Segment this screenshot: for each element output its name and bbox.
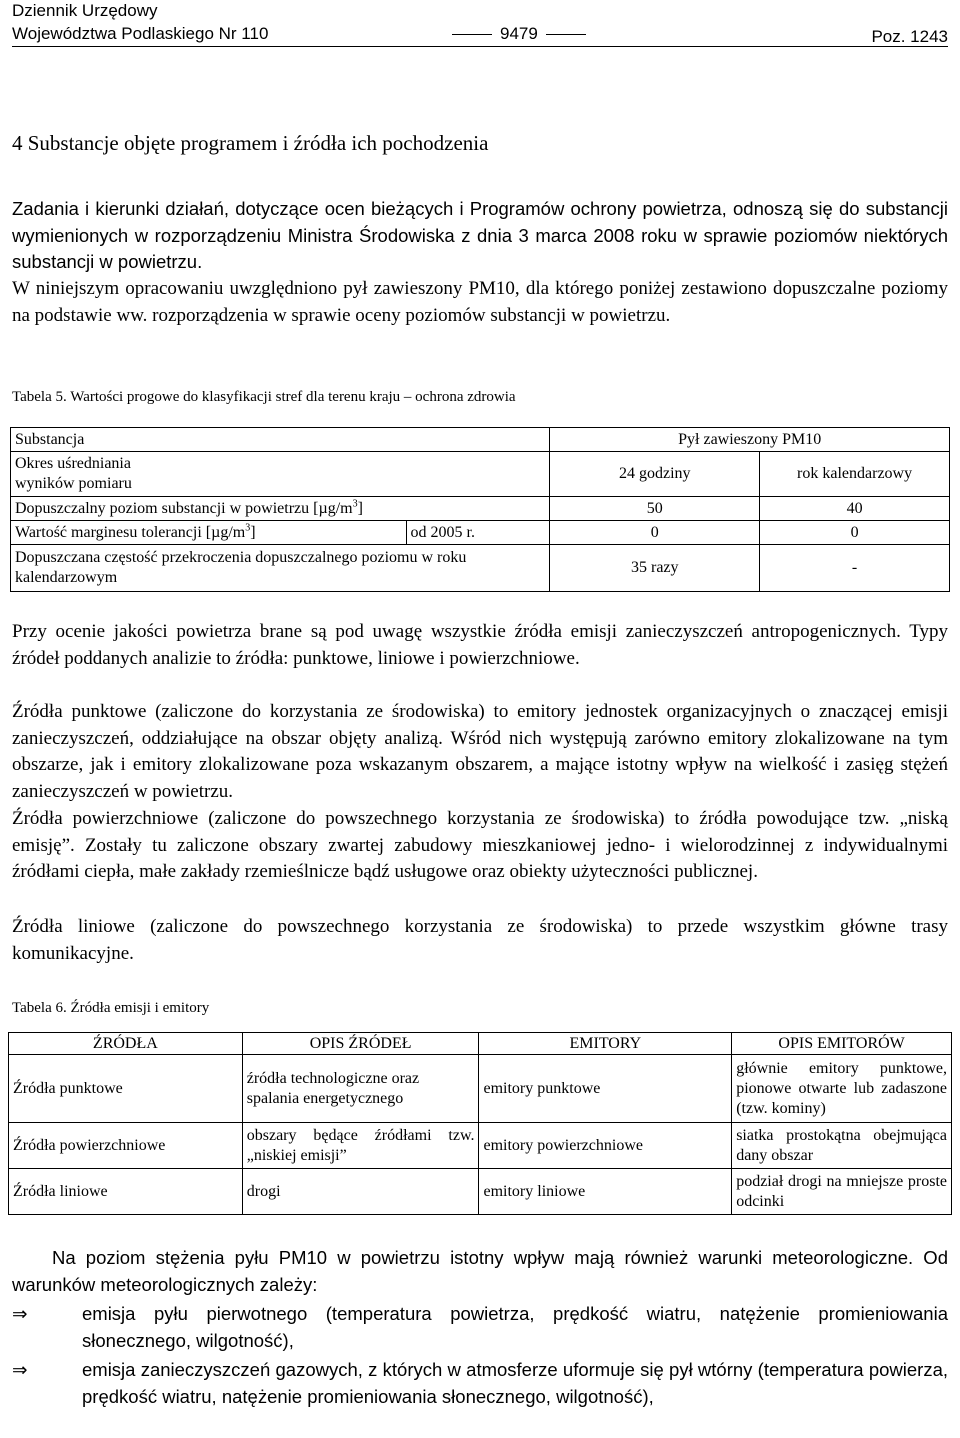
- table-sources: [8, 1032, 952, 1215]
- table6-cell: źródła technologiczne oraz spalania energetycznego: [242, 1055, 479, 1123]
- table5-margin-label: Wartość marginesu tolerancji $[\mu g/m^3]$: [11, 521, 407, 545]
- journal-subtitle: Województwa Podlaskiego Nr 110: [12, 24, 269, 43]
- table6-header: EMITORY: [479, 1033, 732, 1055]
- table6-header: ŹRÓDŁA: [9, 1033, 243, 1055]
- header-rule: [12, 46, 948, 47]
- table5-margin-from: od 2005 r.: [406, 521, 550, 545]
- table-limits: [10, 427, 950, 592]
- table5-caption: Tabela 5. Wartości progowe do klasyfikacji stref dla terenu kraju – ochrona zdrowia: [12, 389, 516, 405]
- page-number: 9479: [444, 24, 594, 44]
- paragraph-intro: Zadania i kierunki działań, dotyczące ocen bieżących i Programów ochrony powietrza, odnoszą się do substancji wymienionych w rozporządzeniu Ministra Środowiska z dnia 3 marca 2008 roku w sprawie poziomów niektórych substancji w powietrzu.: [12, 198, 948, 272]
- table5-limit-year: 40: [760, 497, 950, 521]
- arrow-icon: ⇒: [12, 1359, 28, 1380]
- list-item: [12, 1356, 948, 1410]
- table6-cell: podział drogi na mniejsze proste odcinki: [732, 1169, 952, 1215]
- table-row: [9, 1169, 952, 1215]
- table5-exceed-label: Dopuszczana częstość przekroczenia dopuszczalnego poziomu w roku kalendarzowym: [11, 545, 550, 592]
- table6-cell: emitory powierzchniowe: [479, 1123, 732, 1169]
- journal-title: Dziennik Urzędowy: [12, 1, 158, 20]
- table5-period-label: Okres uśredniania wyników pomiaru: [11, 452, 550, 497]
- paragraph-area-sources: Źródła powierzchniowe (zaliczone do powszechnego korzystania ze środowiska) to źródła powodujące tzw. „niską emisję”. Zostały tu zaliczone obszary zwartej zabudowy mieszkaniowej jedno- i wielorodzinnej z indywidualnymi źródłami ciepła, małe zakłady rzemieślnicze bądź usługowe oraz obiekty użyteczności publicznej.: [12, 808, 948, 882]
- table6-cell: obszary będące źródłami tzw. „niskiej emisji”: [242, 1123, 479, 1169]
- table6-cell: emitory punktowe: [479, 1055, 732, 1123]
- arrow-icon: ⇒: [12, 1303, 28, 1324]
- table6-header: OPIS ŹRÓDEŁ: [242, 1033, 479, 1055]
- page-header: [12, 0, 948, 48]
- paragraph-meteo: Na poziom stężenia pyłu PM10 w powietrzu istotny wpływ mają również warunki meteorologiczne. Od warunków meteorologicznych zależy:: [12, 1247, 948, 1295]
- paragraph-pm10: W niniejszym opracowaniu uwzględniono pył zawieszony PM10, dla którego poniżej zestawiono dopuszczalne poziomy na podstawie ww. rozporządzenia w sprawie oceny poziomów substancji w powietrzu.: [12, 278, 948, 326]
- table6-cell: siatka prostokątna obejmująca dany obszar: [732, 1123, 952, 1169]
- table5-margin-year: 0: [760, 521, 950, 545]
- table-row: [9, 1055, 952, 1123]
- position-number: Poz. 1243: [871, 27, 948, 46]
- table6-cell: Źródła powierzchniowe: [9, 1123, 243, 1169]
- table6-cell: emitory liniowe: [479, 1169, 732, 1215]
- list-item: [12, 1300, 948, 1354]
- list-item-text: emisja zanieczyszczeń gazowych, z których w atmosferze uformuje się pył wtórny (temperatura powierza, prędkość wiatru, natężenie promieniowania słonecznego, wilgotność),: [82, 1359, 948, 1407]
- table6-cell: drogi: [242, 1169, 479, 1215]
- table5-limit-24h: 50: [550, 497, 760, 521]
- table6-cell: głównie emitory punktowe, pionowe otwarte lub zadaszone (tzw. kominy): [732, 1055, 952, 1123]
- table5-limit-label: Dopuszczalny poziom substancji w powietrzu $[\mu g/m^3]$: [11, 497, 550, 521]
- table5-exceed-year: -: [760, 545, 950, 592]
- paragraph-point-sources: Źródła punktowe (zaliczone do korzystania ze środowiska) to emitory jednostek organizacyjnych o znaczącej emisji zanieczyszczeń, oddziałujące na obszar objęty analizą. Wśród nich występują zarówno emitory zlokalizowane na tym obszarze, jak i emitory zlokalizowane poza wskazanym obszarem, a mające istotny wpływ na wielkość i zasięg stężeń zanieczyszczeń w powietrzu.: [12, 701, 948, 802]
- paragraph-line-sources: Źródła liniowe (zaliczone do powszechnego korzystania ze środowiska) to przede wszystkim główne trasy komunikacyjne.: [12, 916, 948, 964]
- table6-caption: Tabela 6. Źródła emisji i emitory: [12, 1000, 210, 1016]
- table5-margin-24h: 0: [550, 521, 760, 545]
- table5-substance-label: Substancja: [11, 428, 550, 452]
- table5-period-24h: 24 godziny: [550, 452, 760, 497]
- table-row: [9, 1123, 952, 1169]
- table5-substance-value: Pył zawieszony PM10: [550, 428, 950, 452]
- table5-period-year: rok kalendarzowy: [760, 452, 950, 497]
- list-item-text: emisja pyłu pierwotnego (temperatura powietrza, prędkość wiatru, natężenie promieniowania słonecznego, wilgotność),: [82, 1303, 948, 1351]
- table6-header: OPIS EMITORÓW: [732, 1033, 952, 1055]
- table5-exceed-24h: 35 razy: [550, 545, 760, 592]
- table6-cell: Źródła liniowe: [9, 1169, 243, 1215]
- table6-cell: Źródła punktowe: [9, 1055, 243, 1123]
- section-title: 4 Substancje objęte programem i źródła ich pochodzenia: [12, 131, 489, 155]
- paragraph-sources: Przy ocenie jakości powietrza brane są pod uwagę wszystkie źródła emisji zanieczyszczeń antropogenicznych. Typy źródeł poddanych analizie to źródła: punktowe, liniowe i powierzchniowe.: [12, 621, 948, 669]
